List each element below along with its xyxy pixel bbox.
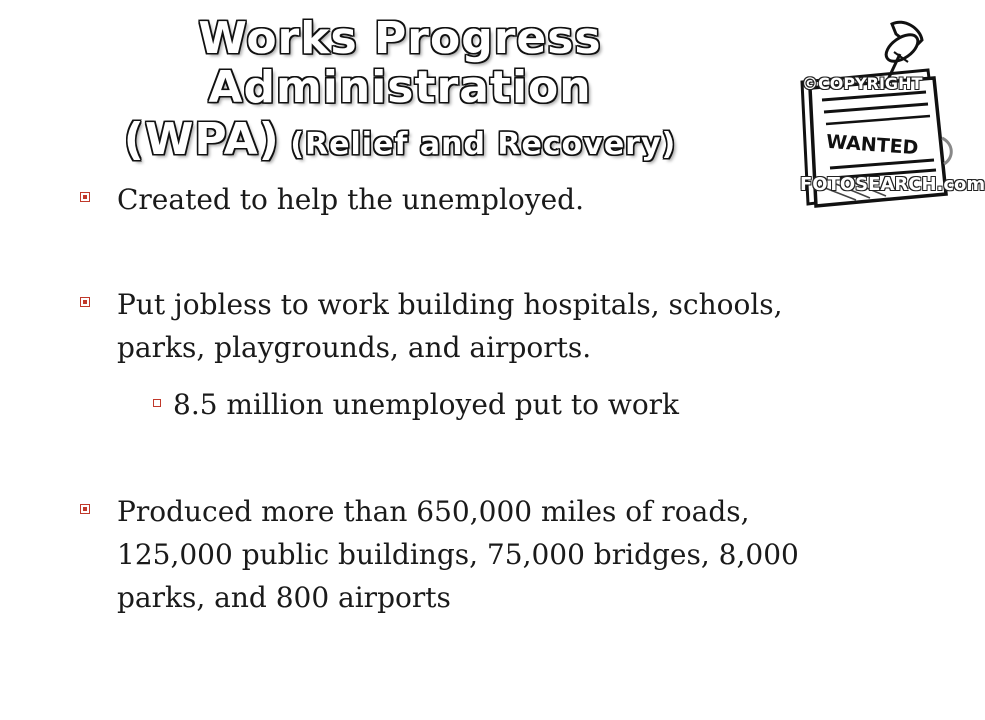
title-subtitle: (Relief and Recovery) bbox=[290, 126, 677, 162]
bullet-item bbox=[80, 283, 860, 369]
brand-watermark: FOTOSEARCH.com bbox=[800, 174, 985, 195]
bullet-text: Created to help the unemployed. bbox=[117, 183, 585, 216]
bullet-item bbox=[80, 490, 860, 619]
bullet-marker-icon bbox=[80, 192, 90, 202]
bullet-marker-icon bbox=[80, 504, 90, 514]
bullet-marker-icon bbox=[80, 297, 90, 307]
title-acronym: (WPA) bbox=[123, 113, 280, 165]
sub-bullet-text: 8.5 million unemployed put to work bbox=[173, 388, 680, 421]
title-line-1: Works Progress Administration bbox=[198, 13, 602, 114]
sub-bullet-item bbox=[153, 383, 853, 426]
bullet-text: Put jobless to work building hospitals, schools, parks, playgrounds, and airports. bbox=[117, 288, 783, 364]
wanted-label: WANTED bbox=[825, 130, 920, 160]
bullet-item bbox=[80, 178, 860, 221]
sub-bullet-marker-icon bbox=[153, 399, 161, 407]
bullet-text: Produced more than 650,000 miles of roads, 125,000 public buildings, 75,000 bridges, 8,000 parks, and 800 airports bbox=[117, 495, 799, 614]
copyright-watermark: ©COPYRIGHT bbox=[802, 74, 923, 93]
